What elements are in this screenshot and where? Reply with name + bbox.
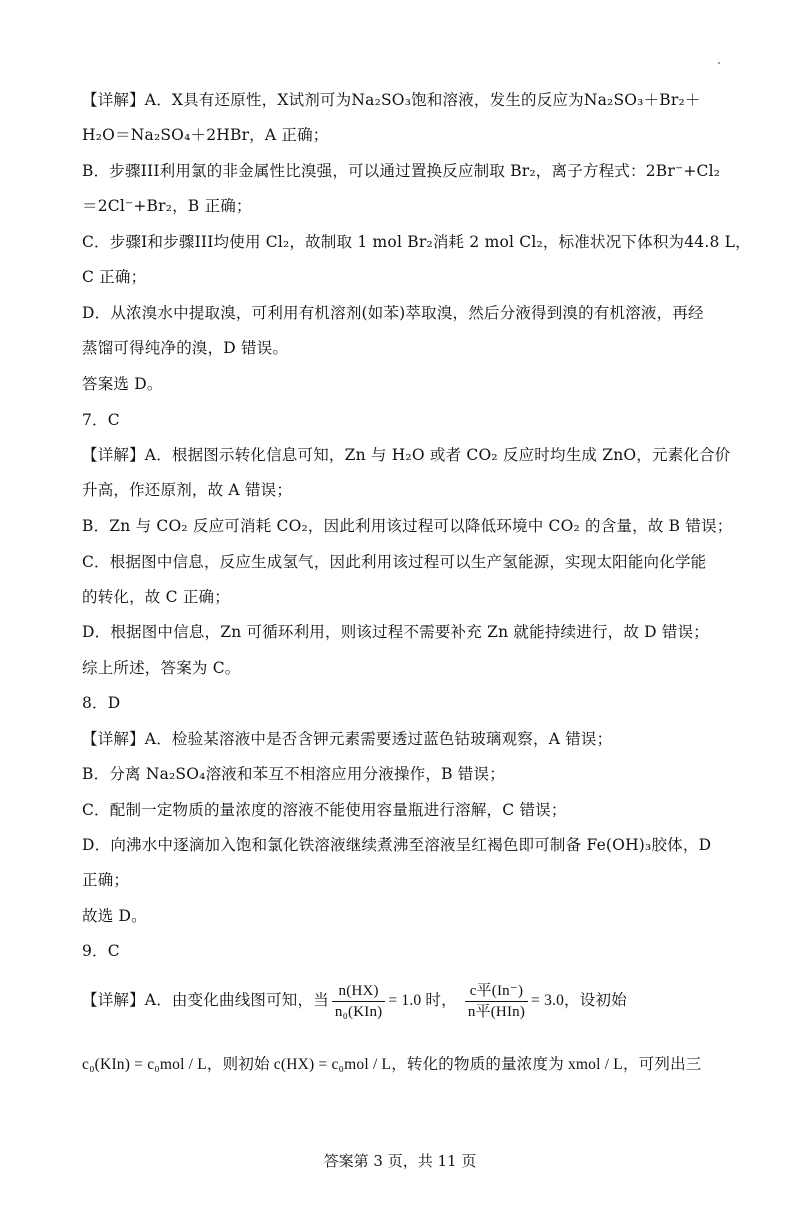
text-line: 答案选 D。 [82, 375, 163, 393]
fraction-n-hx [332, 981, 385, 1022]
text-line: C．根据图中信息，反应生成氢气，因此利用该过程可以生产氢能源，实现太阳能向化学能 [82, 553, 707, 571]
question-number: 9．C [82, 942, 120, 960]
text-line: c₀(KIn) = c₀mol / L，则初始 c(HX) = c₀mol / L，转化的物质的量浓度为 xmol / L，可列出三 [82, 1056, 702, 1073]
text-line: 故选 D。 [82, 907, 147, 925]
page-footer: 答案第 3 页，共 11 页 [323, 1152, 477, 1170]
question-number: 8．D [82, 694, 121, 712]
fraction-denominator: n平(HIn) [467, 1003, 526, 1020]
text-line: 蒸馏可得纯净的溴，D 错误。 [82, 339, 289, 357]
text-line: C 正确； [82, 268, 147, 286]
text-line: 正确； [82, 871, 130, 889]
text-line: 【详解】A．根据图示转化信息可知，Zn 与 H₂O 或者 CO₂ 反应时均生成 ZnO，元素化合价 [82, 446, 731, 464]
text-line: 【详解】A．X具有还原性，X试剂可为Na₂SO₃饱和溶液，发生的反应为Na₂SO₃＋Br₂＋ [82, 91, 701, 109]
text-line: H₂O＝Na₂SO₄＋2HBr，A 正确； [82, 126, 329, 144]
text-line: 【详解】A．检验某溶液中是否含钾元素需要透过蓝色钴玻璃观察，A 错误； [82, 730, 613, 748]
text-line: C．步骤I和步骤III均使用 Cl₂，故制取 1 mol Br₂消耗 2 mol Cl₂，标准状况下体积为44.8 L， [82, 233, 751, 251]
text-line: 的转化，故 C 正确； [82, 588, 230, 606]
formula-prefix: 【详解】A．由变化曲线图可知，当 [82, 991, 329, 1009]
text-line: B．Zn 与 CO₂ 反应可消耗 CO₂，因此利用该过程可以降低环境中 CO₂ 的含量，故 B 错误； [82, 517, 733, 535]
scan-dot [718, 62, 720, 64]
fraction-c-in [465, 981, 528, 1022]
fraction-numerator: c平(In⁻) [465, 981, 528, 1002]
text-line: C．配制一定物质的量浓度的溶液不能使用容量瓶进行溶解，C 错误； [82, 801, 567, 819]
fraction-numerator: n(HX) [332, 981, 385, 1002]
text-line: 综上所述，答案为 C。 [82, 659, 241, 677]
text-line: D．根据图中信息，Zn 可循环利用，则该过程不需要补充 Zn 就能持续进行，故 D 错误； [82, 623, 709, 641]
fraction-denominator: n₀(KIn) [334, 1003, 383, 1020]
text-line: 升高，作还原剂，故 A 错误； [82, 481, 293, 499]
formula-mid-1: = 1.0 时， [388, 992, 457, 1009]
text-line: B．分离 Na₂SO₄溶液和苯互不相溶应用分液操作，B 错误； [82, 765, 505, 783]
formula-mid-2: = 3.0，设初始 [531, 992, 627, 1009]
text-line: ＝2Cl⁻+Br₂，B 正确； [82, 197, 252, 215]
formula-line [82, 978, 722, 1023]
text-line: B．步骤III利用氯的非金属性比溴强，可以通过置换反应制取 Br₂，离子方程式：2Br⁻+Cl₂ [82, 162, 721, 180]
question-number: 7．C [82, 411, 120, 429]
text-line: D．从浓溴水中提取溴，可利用有机溶剂(如苯)萃取溴，然后分液得到溴的有机溶液，再经 [82, 304, 704, 322]
text-line: D．向沸水中逐滴加入饱和氯化铁溶液继续煮沸至溶液呈红褐色即可制备 Fe(OH)₃胶体，D [82, 836, 712, 854]
